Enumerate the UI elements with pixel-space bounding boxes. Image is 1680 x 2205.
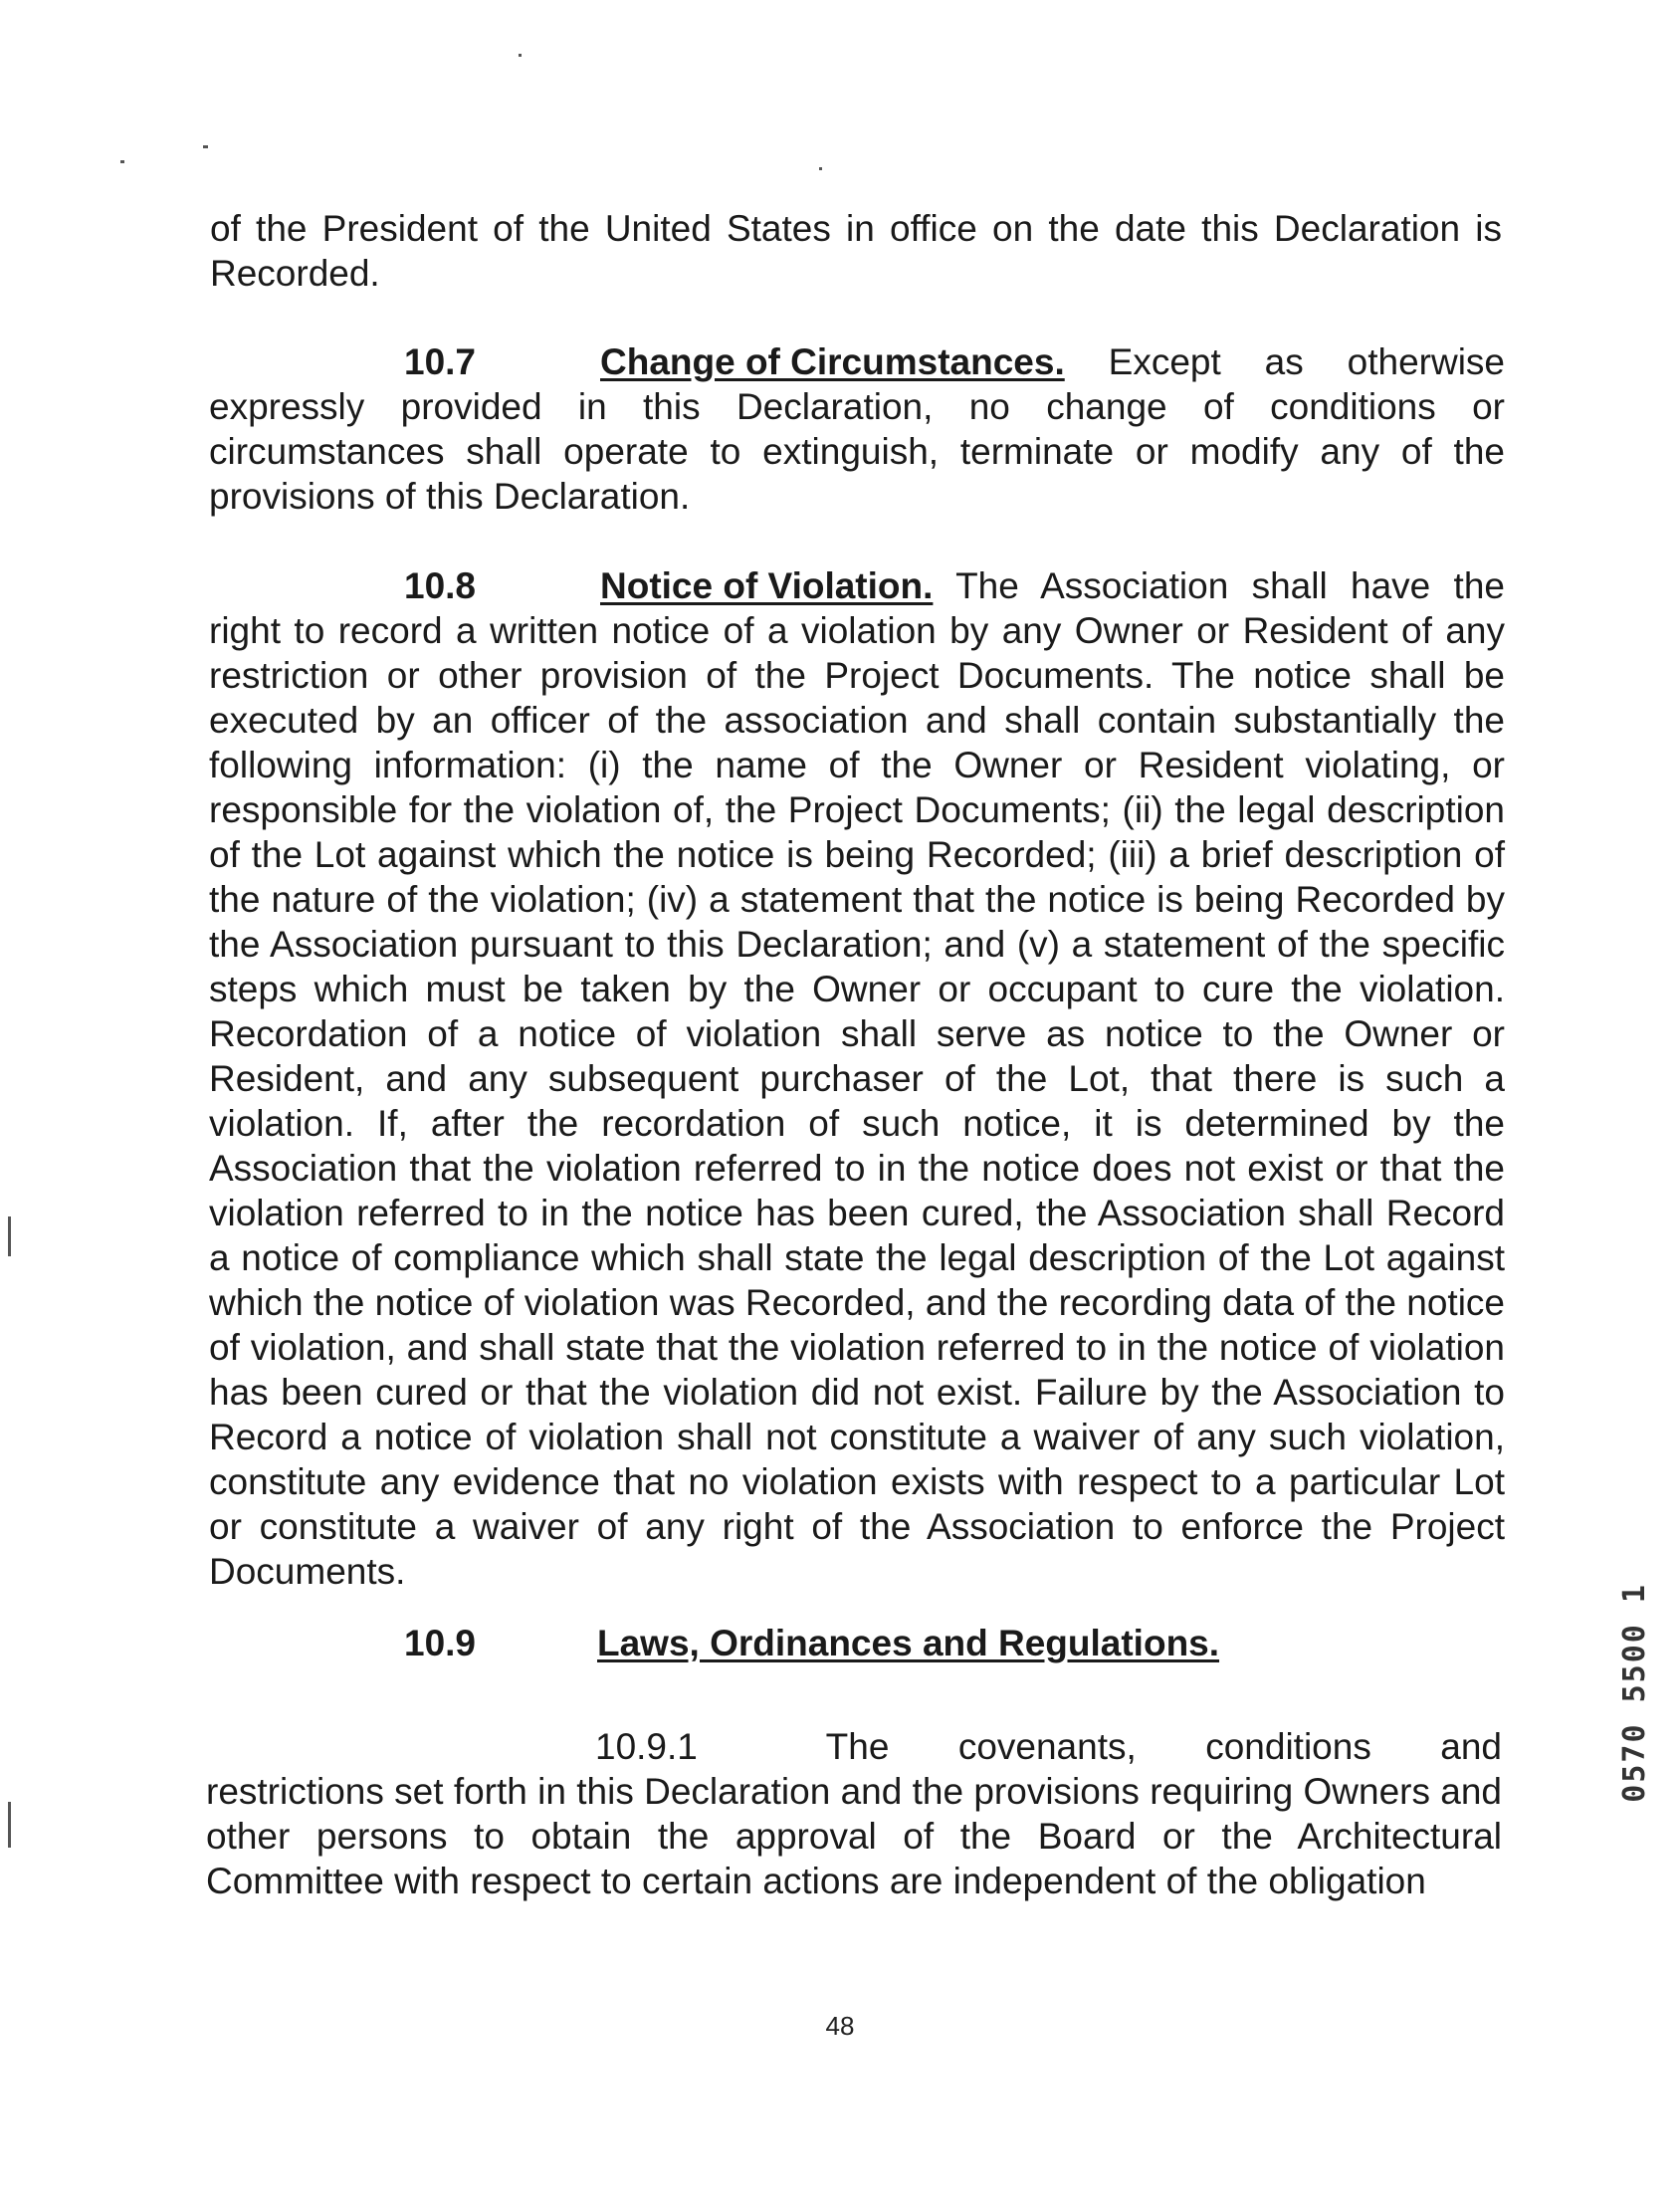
- subsection-number: 10.9.1: [595, 1726, 698, 1767]
- section-title: Change of Circumstances.: [600, 341, 1065, 382]
- section-lead-text: The Association shall have the: [955, 565, 1505, 606]
- section-number: 10.9: [404, 1623, 477, 1663]
- section-number: 10.7: [404, 341, 477, 382]
- continuation-paragraph: [210, 206, 1502, 296]
- subsection-heading-line: [206, 1724, 1502, 1769]
- subsection-lead-text: The covenants, conditions and: [825, 1726, 1502, 1767]
- scan-speck: [8, 1802, 11, 1848]
- section-title: Notice of Violation.: [600, 565, 934, 606]
- section-heading-line: [209, 339, 1505, 384]
- section-body: expressly provided in this Declaration, no change of conditions or circumstances shall operate to extinguish, terminate or modify any of the provisions of this Declaration.: [209, 386, 1505, 517]
- scan-speck: [519, 54, 522, 57]
- subsection-body: restrictions set forth in this Declaration and the provisions requiring Owners and other persons to obtain the approval of the Board or the Architectural Committee with respect to certain actions are independent of the obligation: [206, 1771, 1502, 1901]
- scan-speck: [8, 1216, 11, 1256]
- scan-speck: [819, 167, 822, 170]
- section-10-8: [209, 563, 1505, 1594]
- section-heading-line: [209, 563, 1505, 608]
- section-body: right to record a written notice of a violation by any Owner or Resident of any restriction or other provision of the Project Documents. The notice shall be executed by an officer of the association and shall contain substantially the following information: (i) the name of the Owner or Resident violating, or responsible for the violation of, the Project Documents; (ii) the legal description of the Lot against which the notice is being Recorded; (iii) a brief description of the nature of the violation; (iv) a statement that the notice is being Recorded by the Association pursuant to this Declaration; and (v) a statement of the specific steps which must be taken by the Owner or occupant to cure the violation. Recordation of a notice of violation shall serve as notice to the Owner or Resident, and any subsequent purchaser of the Lot, that there is such a violation. If, after the recordation of such notice, it is determined by the Association that the violation referred to in the notice does not exist or that the violation referred to in the notice has been cured, the Association shall Record a notice of compliance which shall state the legal description of the Lot against which the notice of violation was Recorded, and the recording data of the notice of violation, and shall state that the violation referred to in the notice of violation has been cured or that the violation did not exist. Failure by the Association to Record a notice of violation shall not constitute a waiver of any such violation, constitute any evidence that no violation exists with respect to a particular Lot or constitute a waiver of any right of the Association to enforce the Project Documents.: [209, 610, 1505, 1592]
- scan-speck: [120, 160, 124, 163]
- section-title: Laws, Ordinances and Regulations.: [597, 1623, 1220, 1663]
- section-number: 10.8: [404, 565, 477, 606]
- section-10-7: [209, 339, 1505, 519]
- section-10-9: [404, 1621, 1219, 1665]
- subsection-10-9-1: [206, 1724, 1502, 1903]
- recording-stamp: 0570 5500 1: [1617, 1583, 1652, 1803]
- continuation-text: of the President of the United States in office on the date this Declaration is Recorded.: [210, 208, 1502, 294]
- section-lead-text: Except as otherwise: [1108, 341, 1505, 382]
- page-number: 48: [825, 2011, 855, 2041]
- scan-speck: [203, 145, 208, 148]
